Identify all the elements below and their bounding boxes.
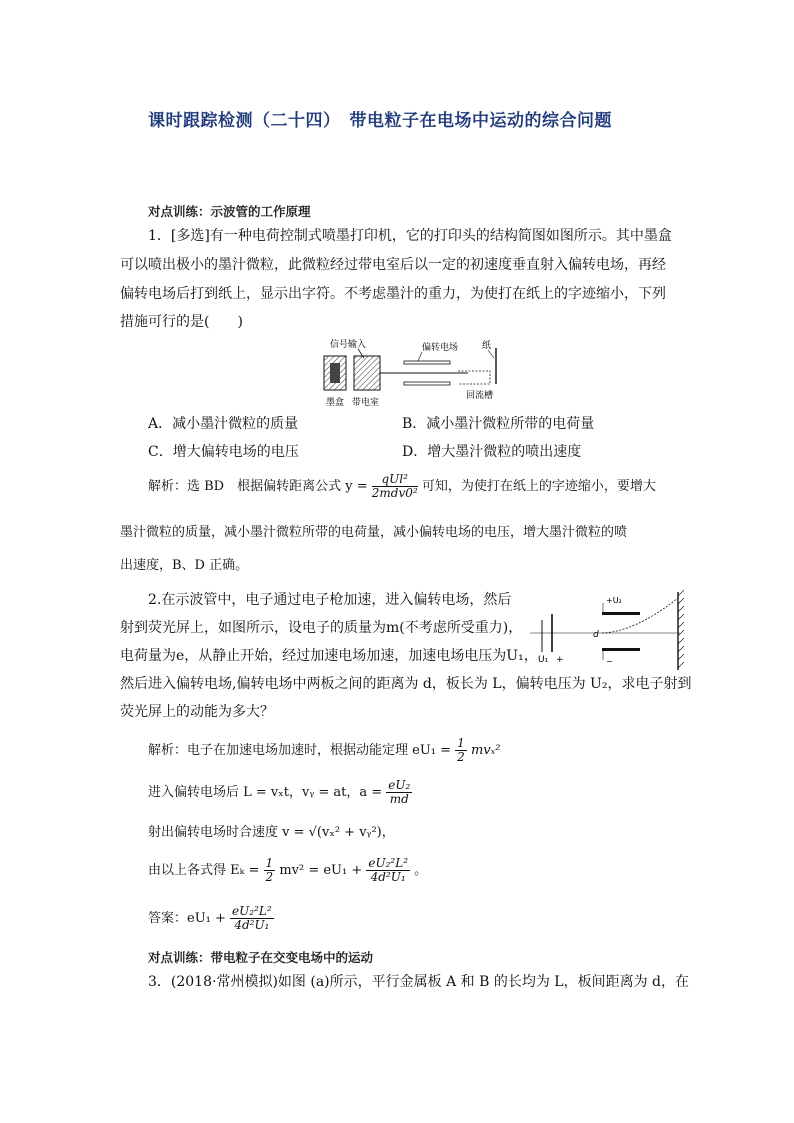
formula-denominator: 2mdv0² bbox=[371, 486, 418, 500]
deflection-formula bbox=[372, 473, 418, 500]
answer-1-line-3: 出速度，B、D 正确。 bbox=[120, 558, 249, 573]
ek-term-num: eU₂²L² bbox=[368, 856, 409, 870]
deflect-field-label: 偏转电场 bbox=[422, 343, 459, 353]
final-answer-fraction bbox=[230, 905, 274, 932]
q3-line-1: 3．(2018·常州模拟)如图 (a)所示，平行金属板 A 和 B 的长均为 L，板间距离为 d，在 bbox=[148, 974, 689, 990]
answer-2-line-3: 射出偏转电场时合速度 v = √(vₓ² + vᵧ²)， bbox=[148, 825, 395, 840]
answer-2-line-1 bbox=[148, 736, 500, 765]
final-answer-pre: 答案：eU₁ + bbox=[148, 911, 226, 926]
accel-num: eU₂ bbox=[388, 778, 411, 792]
upper-deflect-plate bbox=[602, 612, 640, 615]
answer-1-suffix: 可知，为使打在纸上的字迹缩小，要增大 bbox=[421, 479, 656, 494]
charge-room-label: 带电室 bbox=[352, 398, 380, 408]
signal-input-label: 信号输入 bbox=[330, 340, 367, 350]
answer-2-l4-mid: mv² = eU₁ + bbox=[279, 863, 363, 878]
half-num: 1 bbox=[457, 736, 465, 750]
ink-box-label: 墨盒 bbox=[326, 398, 345, 408]
formula-numerator: qUl² bbox=[372, 473, 418, 487]
answer-2-l2-pre: 进入偏转电场后 L = vₓt，vᵧ = at，a = bbox=[148, 785, 383, 800]
lower-plate bbox=[404, 382, 450, 385]
answer-1-line-2: 墨汁微粒的质量，减小墨汁微粒所带的电荷量，减小偏转电场的电压，增大墨汁微粒的喷 bbox=[120, 525, 628, 540]
ek-half-fraction bbox=[264, 857, 276, 884]
section-heading-1: 对点训练：示波管的工作原理 bbox=[148, 204, 311, 219]
answer-2-line-4 bbox=[148, 856, 427, 885]
minus-label: − bbox=[606, 657, 613, 666]
page-title: 课时跟踪检测（二十四） 带电粒子在电场中运动的综合问题 bbox=[148, 111, 612, 131]
answer-2-line-2 bbox=[148, 778, 412, 807]
d-label: d bbox=[593, 630, 599, 640]
section-heading-2: 对点训练：带电粒子在交变电场中的运动 bbox=[148, 950, 374, 965]
accel-den: md bbox=[389, 792, 409, 806]
q2-line-4: 然后进入偏转电场,偏转电场中两板之间的距离为 d，板长为 L，偏转电压为 U₂，求电子射到 bbox=[120, 676, 692, 692]
answer-1-prefix: 解析：选 BD 根据偏转距离公式 y = bbox=[148, 479, 368, 494]
answer-2-l1-pre: 解析：电子在加速电场加速时，根据动能定理 eU₁ = bbox=[148, 743, 452, 758]
half-den: 2 bbox=[457, 750, 465, 764]
u1-label: U₁ bbox=[538, 655, 549, 665]
q1-line-4: 措施可行的是( ) bbox=[120, 314, 243, 330]
charge-chamber bbox=[354, 356, 380, 390]
q1-line-1: 1．[多选]有一种电荷控制式喷墨打印机，它的打印头的结构简图如图所示。其中墨盒 bbox=[148, 228, 672, 244]
q2-line-5: 荧光屏上的动能为多大？ bbox=[120, 704, 274, 720]
ek-half-den: 2 bbox=[265, 870, 274, 884]
option-a: A．减小墨汁微粒的质量 bbox=[148, 416, 299, 432]
ek-term-fraction bbox=[366, 857, 410, 884]
answer-1-line-1 bbox=[148, 472, 656, 501]
ek-term-den: 4d²U₁ bbox=[370, 870, 406, 884]
paper-label: 纸 bbox=[482, 341, 492, 351]
q2-line-1: 2.在示波管中，电子通过电子枪加速，进入偏转电场，然后 bbox=[148, 592, 512, 608]
plus-label: + bbox=[556, 655, 564, 665]
lower-deflect-plate bbox=[602, 648, 640, 651]
q1-line-2: 可以喷出极小的墨汁微粒，此微粒经过带电室后以一定的初速度垂直射入偏转电场，再经 bbox=[120, 257, 666, 273]
half-fraction bbox=[455, 737, 467, 764]
final-den: 4d²U₁ bbox=[234, 918, 270, 932]
option-b: B．减小墨汁微粒所带的电荷量 bbox=[402, 416, 595, 432]
q2-line-2: 射到荧光屏上，如图所示，设电子的质量为m(不考虑所受重力)， bbox=[120, 620, 523, 636]
q1-line-3: 偏转电场后打到纸上，显示出字符。不考虑墨汁的重力，为使打在纸上的字迹缩小，下列 bbox=[120, 286, 666, 302]
inkjet-printer-diagram bbox=[318, 338, 508, 410]
return-slot-label: 回流槽 bbox=[466, 391, 494, 401]
answer-2-l4-post: 。 bbox=[414, 863, 428, 878]
answer-2-l1-post: mvₓ² bbox=[470, 743, 501, 758]
plus-u2-label: +U₂ bbox=[606, 596, 622, 605]
ek-half-num: 1 bbox=[265, 856, 274, 870]
upper-plate bbox=[404, 361, 450, 364]
q2-line-3: 电荷量为e，从静止开始，经过加速电场加速，加速电场电压为U₁， bbox=[120, 648, 538, 664]
acceleration-fraction bbox=[386, 779, 412, 806]
answer-2-l4-pre: 由以上各式得 Eₖ = bbox=[148, 863, 260, 878]
final-num: eU₂²L² bbox=[232, 904, 272, 918]
oscilloscope-diagram bbox=[530, 590, 690, 670]
answer-2-final bbox=[148, 904, 274, 933]
option-d: D．增大墨汁微粒的喷出速度 bbox=[402, 444, 582, 460]
option-c: C．增大偏转电场的电压 bbox=[148, 444, 299, 460]
